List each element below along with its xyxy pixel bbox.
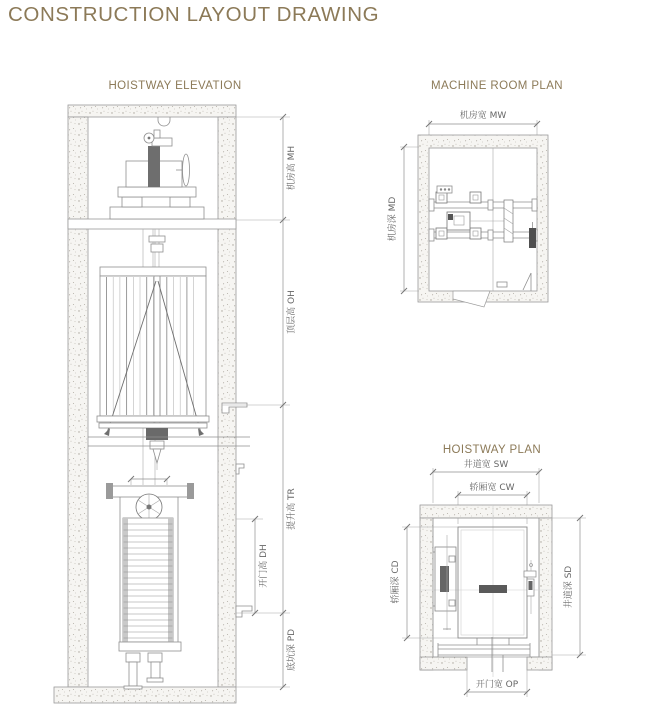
car-top-beam (100, 267, 206, 276)
machine-detail (154, 130, 160, 138)
hoistway-elevation-view (54, 80, 297, 703)
shaft-right-wall (218, 117, 236, 687)
rail-flange (436, 192, 447, 203)
floor-detail (497, 282, 507, 287)
dim-label-md: 机房深 MD (388, 196, 398, 242)
car-door-panel (479, 585, 507, 593)
car-plan-inner (461, 530, 524, 635)
cwt-guide-shoe (449, 600, 455, 606)
machine-top-box (152, 138, 172, 146)
pulley-hub (147, 505, 152, 510)
buffer-right-head (148, 653, 162, 662)
machine-bedplate (118, 187, 196, 197)
machine-base (110, 207, 204, 219)
machine-foot-left (122, 197, 142, 207)
dim-label-cd: 轿厢深 CD (391, 560, 401, 604)
terminal-dot (448, 188, 450, 190)
traction-machine (110, 130, 204, 219)
cwt-bottom-beam (119, 642, 181, 651)
dim-label-sd: 井道深 SD (564, 565, 574, 609)
sling-anchor-right (198, 428, 204, 436)
car-plan (458, 527, 527, 672)
machine-room-heading: MACHINE ROOM PLAN (430, 80, 564, 92)
dim-label-mh: 机房高 MH (287, 145, 297, 191)
safety-gear-tip (153, 449, 161, 463)
dim-label-sw: 井道宽 SW (463, 460, 509, 470)
landing-sill (438, 643, 530, 657)
dim-label-dh: 开门高 DH (259, 544, 269, 588)
shaft-wall-top (420, 505, 552, 518)
car-bottom-frame (97, 416, 209, 422)
rail-bracket-plate (524, 571, 536, 577)
governor-hub (148, 137, 151, 140)
dim-label-oh: 顶层高 OH (287, 290, 297, 334)
machine-foot-right (170, 197, 190, 207)
rail-flange (470, 228, 481, 239)
rail-flange (436, 228, 447, 239)
sill-bracket (236, 606, 252, 617)
dim-label-op: 开门宽 OP (475, 680, 519, 690)
beam-seat (429, 199, 434, 211)
dim-label-cw: 轿厢宽 CW (469, 483, 515, 493)
guide-rail-bracket (524, 560, 536, 614)
shaft-wall-bottom-left (420, 657, 467, 670)
rail-flange (470, 192, 481, 203)
elevation-heading: HOISTWAY ELEVATION (108, 80, 242, 92)
counterweight-elevation (106, 476, 194, 689)
beam-seat (488, 230, 493, 240)
rail-section (529, 581, 533, 590)
cwt-beam-cap-left (106, 483, 113, 499)
shaft-wall-left (420, 518, 433, 670)
cwt-weight-stack (123, 518, 173, 642)
safety-gear-lower (150, 441, 164, 449)
cwt-channel-left (123, 518, 128, 642)
motor-block (148, 146, 160, 187)
sling-anchor-left (104, 428, 110, 436)
machine-plan-motor (448, 214, 453, 220)
dim-label-pd: 底坑深 PD (287, 628, 297, 672)
machine-room-floor-slab (68, 219, 236, 229)
hoistway-plan-heading: HOISTWAY PLAN (442, 444, 542, 456)
machine-room-plan-view (386, 80, 563, 307)
counterweight-plan (433, 535, 456, 630)
terminal-dot (444, 188, 446, 190)
car-bottom-rail (99, 423, 207, 428)
dim-label-tr: 提升高 TR (287, 488, 297, 530)
terminal-dot (440, 188, 442, 190)
shaft-wall-bottom-right (527, 657, 552, 670)
sill-bracket (236, 464, 244, 474)
shaft-wall-right (539, 518, 552, 670)
handwheel (183, 154, 190, 186)
cwt-beam-cap-right (187, 483, 194, 499)
buffer-right-base (147, 678, 163, 682)
machine-room-ceiling-slab (68, 105, 236, 117)
machine-room-interior (429, 148, 537, 291)
page-title: CONSTRUCTION LAYOUT DRAWING (8, 3, 380, 26)
beam-seat (488, 200, 493, 210)
beam-seat (532, 199, 537, 211)
cwt-guide-shoe (449, 556, 455, 562)
safety-gear-block (146, 428, 168, 440)
shaft-left-wall (68, 117, 88, 687)
rope-hitch-plate (149, 236, 165, 242)
machine-room-access-hatch (453, 291, 490, 307)
elevator-car-elevation (97, 236, 209, 470)
dim-label-mw: 机房宽 MW (459, 111, 507, 121)
buffer-right-body (151, 662, 160, 678)
hoistway-plan-view (389, 444, 586, 697)
governor-plan (529, 228, 536, 248)
cwt-channel-right (168, 518, 173, 642)
car-plan-outline (458, 527, 527, 638)
crosshead-hitch (151, 244, 163, 252)
beam-seat (429, 229, 434, 241)
buffer-left-body (129, 662, 137, 686)
cwt-plan-weight (440, 566, 449, 592)
pit-floor-slab (54, 687, 236, 703)
hoisting-hook (158, 117, 170, 126)
buffer-left-base (124, 686, 142, 689)
buffer-left-head (126, 653, 140, 662)
